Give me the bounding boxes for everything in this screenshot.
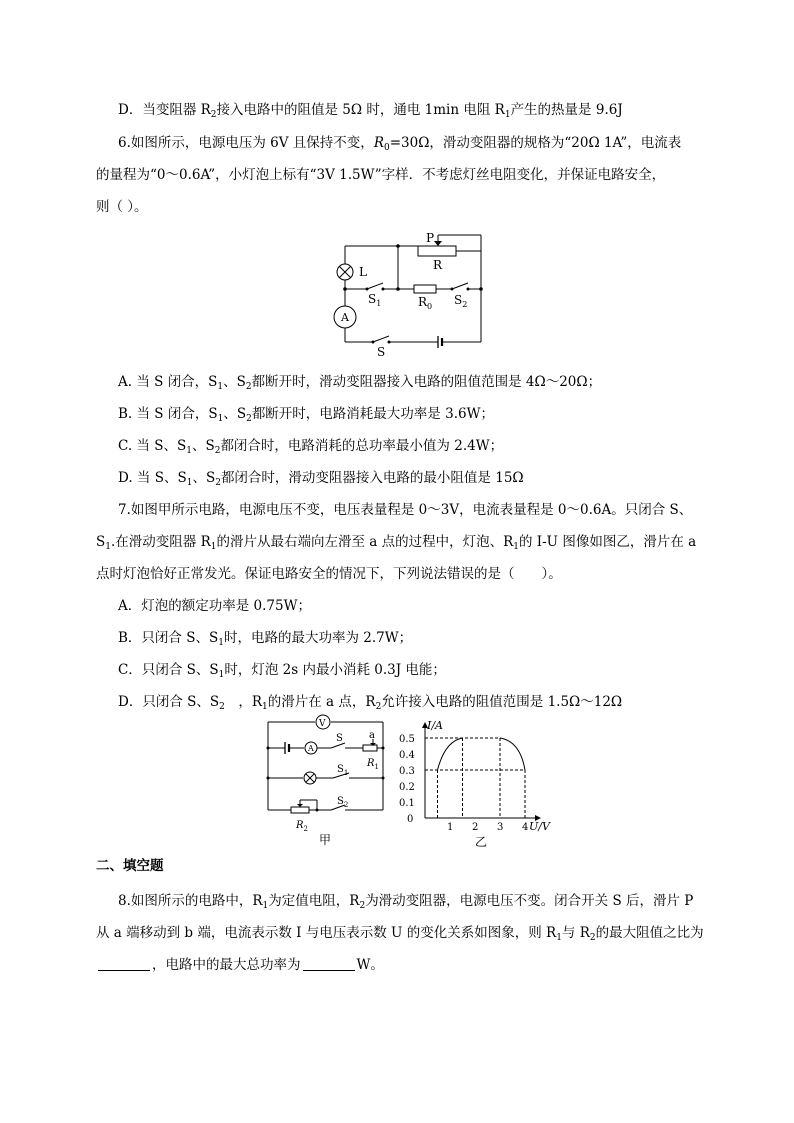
label-a-2: A [308, 744, 314, 753]
label-v: V [319, 719, 326, 729]
q6-circuit-diagram [325, 228, 500, 360]
rheostat-r1-icon [363, 745, 377, 751]
label-s1-2: $S_1$ [337, 764, 349, 777]
figure-caption-jia: 甲 [319, 833, 332, 847]
iu-curve [438, 738, 526, 770]
q7-stem-line1: 7.如图甲所示电路，电源电压不变，电压表量程是 0～3V，电流表量程是 0～0.6A。只闭合 S、 [118, 502, 693, 518]
y-tick-0.5: 0.5 [399, 734, 415, 745]
q7-option-d: D．只闭合 S、$S_2$ ，$R_1$的滑片在 a 点，$R_2$允许接入电路的阻值范围是 1.5Ω～12Ω [118, 694, 623, 712]
label-s1: $S_1$ [368, 292, 382, 308]
q7-option-a: A．灯泡的额定功率是 0.75W； [118, 598, 311, 614]
label-s-2: S [336, 733, 343, 744]
x-tick-2: 2 [472, 822, 479, 833]
label-p: P [426, 231, 435, 245]
q6-option-d: D. 当 S、$S_1$、$S_2$都闭合时，滑动变阻器接入电路的最小阻值是 15Ω [118, 470, 524, 488]
x-tick-4: 4 [522, 822, 529, 833]
y-tick-0.3: 0.3 [399, 766, 415, 777]
y-tick-0.4: 0.4 [399, 750, 415, 761]
y-tick-0: 0 [407, 814, 414, 825]
q6-option-b: B. 当 S 闭合，$S_1$、$S_2$都断开时，电路消耗最大功率是 3.6W； [118, 406, 494, 424]
label-r: R [433, 258, 443, 272]
q7-option-c: C．只闭合 S、$S_1$时，灯泡 2s 内最小消耗 0.3J 电能； [118, 662, 446, 680]
label-s: S [377, 345, 386, 359]
answer-blank-ratio[interactable] [98, 958, 150, 971]
label-s2-2: $S_2$ [337, 796, 349, 809]
q7-option-b: B．只闭合 S、$S_1$时，电路的最大功率为 2.7W； [118, 630, 413, 648]
rheostat-icon [418, 246, 456, 256]
rheostat-r2-icon [291, 807, 309, 813]
q7-circuit-diagram [263, 712, 393, 847]
y-tick-0.2: 0.2 [399, 782, 415, 793]
resistor-r0-icon [414, 285, 436, 293]
q5-option-d: D．当变阻器 $R_2$接入电路中的阻值是 5Ω 时，通电 1min 电阻 $R_1$产生的热量是 9.6J [118, 102, 623, 120]
q8-stem-line2: 从 a 端移动到 b 端，电流表示数 I 与电压表示数 U 的变化关系如图象，则 $R_1$与 $R_2$的最大阻值之比为 [96, 925, 704, 943]
label-point-a: a [369, 730, 375, 741]
x-tick-3: 3 [497, 822, 504, 833]
label-a: A [341, 311, 349, 324]
q6-option-a: A. 当 S 闭合，$S_1$、$S_2$都断开时，滑动变阻器接入电路的阻值范围是 4Ω～20Ω； [118, 374, 602, 392]
answer-blank-power[interactable] [303, 958, 355, 971]
section-heading: 二、填空题 [96, 858, 164, 874]
q8-stem-line3: ，电路中的最大总功率为 W。 [96, 956, 384, 974]
label-l: L [359, 265, 367, 279]
label-r2: $R_2$ [296, 820, 308, 833]
figure-caption-yi: 乙 [475, 835, 488, 849]
x-tick-1: 1 [447, 822, 454, 833]
q7-stem-line3: 点时灯泡恰好正常发光。保证电路安全的情况下，下列说法错误的是（ ）。 [96, 566, 562, 582]
q6-option-c: C. 当 S、$S_1$、$S_2$都闭合时，电路消耗的总功率最小值为 2.4W； [118, 438, 504, 456]
y-tick-0.1: 0.1 [399, 798, 415, 809]
q7-stem-line2: $S_1$.在滑动变阻器 $R_1$的滑片从最右端向左滑至 a 点的过程中，灯泡、$R_1$的 I-U 图像如图乙，滑片在 a [96, 534, 697, 552]
q8-stem-line1: 8.如图所示的电路中，$R_1$为定值电阻，$R_2$为滑动变阻器，电源电压不变。闭合开关 S 后，滑片 P [118, 893, 694, 911]
y-axis-label: I/A [427, 719, 443, 732]
q6-stem-line2: 的量程为“0～0.6A”，小灯泡上标有“3V 1.5W”字样．不考虑灯丝电阻变化，并保证电路安全， [96, 167, 666, 183]
label-r0: $R_0$ [418, 295, 433, 311]
q6-stem-line1: 6.如图所示，电源电压为 6V 且保持不变，$R_0=30\Omega$，滑动变阻器的规格为“20Ω 1A”，电流表 [118, 135, 682, 153]
q6-stem-line3: 则（ ）。 [96, 199, 148, 215]
label-r1: $R_1$ [367, 758, 379, 771]
q7-iu-graph [393, 716, 550, 849]
x-axis-label: U/V [529, 820, 550, 833]
label-s2: $S_2$ [454, 293, 468, 309]
